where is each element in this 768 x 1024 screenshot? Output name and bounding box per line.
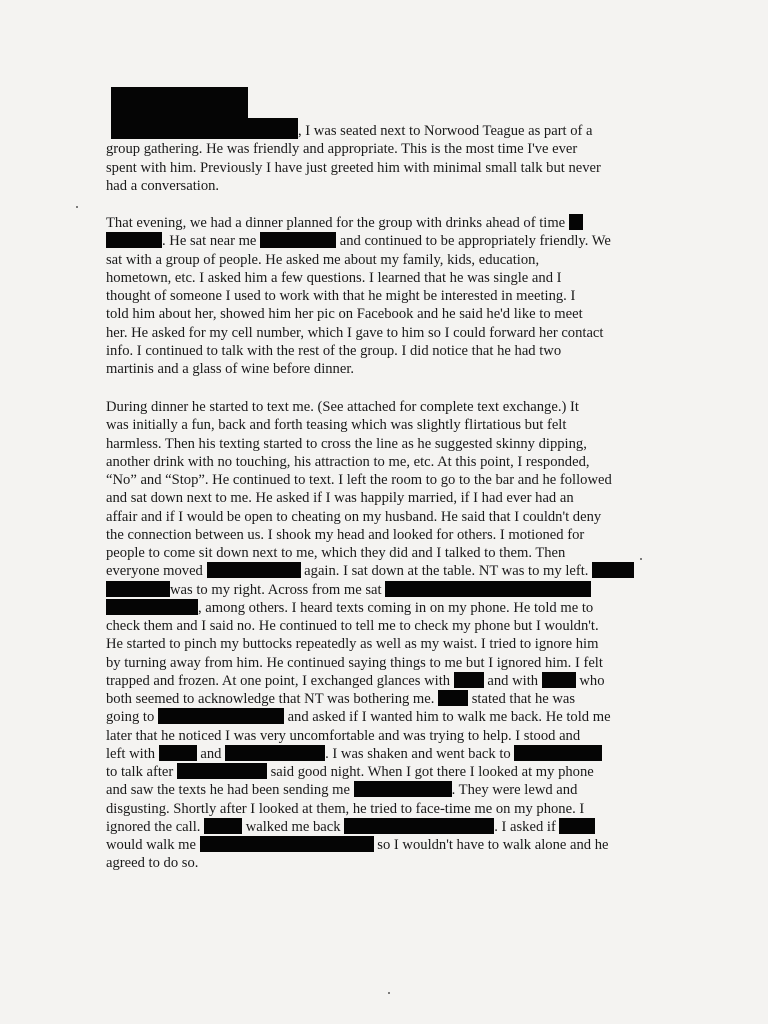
redaction: [344, 818, 494, 834]
redaction: [177, 763, 267, 779]
text-line: later that he noticed I was very uncomfortable and was trying to help. I stood and: [106, 727, 581, 744]
text-line: spent with him. Previously I have just greeted him with minimal small talk but never: [106, 159, 601, 176]
redaction-block: [111, 87, 248, 121]
text-line: people to come sit down next to me, which they did and I talked to them. Then: [106, 545, 566, 561]
text-fragment: and asked if I wanted him to walk me back. He told me: [287, 709, 611, 726]
redaction: [158, 708, 284, 724]
scan-speck: [640, 558, 642, 560]
text-fragment: again. I sat down at the table. NT was to my left.: [304, 563, 589, 580]
text-fragment: . I was shaken and went back to: [325, 745, 511, 762]
text-line: , I was seated next to Norwood Teague as part of a: [298, 123, 593, 139]
text-line: by turning away from him. He continued saying things to me but I ignored him. I felt: [106, 654, 603, 671]
redaction: [204, 818, 242, 834]
redaction: [454, 672, 484, 688]
text-fragment: was to my right. Across from me sat: [170, 581, 382, 598]
text-line: info. I continued to talk with the rest of the group. I did notice that he had two: [106, 342, 562, 359]
paragraph-1: [106, 122, 654, 195]
redaction: [200, 836, 374, 852]
text-fragment: who: [579, 672, 605, 689]
text-line: another drink with no touching, his attraction to me, etc. At this point, I responded,: [106, 453, 590, 470]
redaction: [207, 562, 301, 578]
text-fragment: trapped and frozen. At one point, I exchanged glances with: [106, 672, 451, 689]
text-fragment: and with: [487, 672, 539, 689]
redaction: [106, 232, 162, 248]
text-line: He started to pinch my buttocks repeatedly as well as my waist. I tried to ignore him: [106, 636, 599, 653]
scan-speck: [388, 992, 390, 994]
redaction: [592, 562, 634, 578]
text-line: During dinner he started to text me. (See attached for complete text exchange.) It: [106, 399, 579, 415]
redaction: [106, 581, 170, 597]
text-fragment: said good night. When I got there I looked at my phone: [270, 764, 594, 780]
text-fragment: everyone moved: [106, 563, 203, 580]
text-line: martinis and a glass of wine before dinner.: [106, 361, 355, 377]
text-line: affair and if I would be open to cheating on my husband. He said that I couldn't deny: [106, 508, 602, 525]
text-line: was initially a fun, back and forth teasing which was slightly flirtatious but felt: [106, 417, 567, 434]
text-line: the connection between us. I shook my head and looked for others. I motioned for: [106, 526, 585, 543]
text-fragment: going to: [106, 709, 155, 726]
text-fragment: . He sat near me: [162, 233, 257, 250]
text-fragment: both seemed to acknowledge that NT was bothering me.: [106, 691, 435, 707]
text-line: group gathering. He was friendly and appropriate. This is the most time I've ever: [106, 141, 578, 158]
text-line: agreed to do so.: [106, 855, 199, 872]
paragraph-2: [106, 214, 654, 378]
redaction: [569, 214, 583, 230]
text-line: disgusting. Shortly after I looked at them, he tried to face-time me on my phone. I: [106, 800, 585, 817]
redaction: [354, 781, 452, 797]
text-line: sat with a group of people. He asked me about my family, kids, education,: [106, 251, 540, 268]
text-line: told him about her, showed him her pic on Facebook and he said he'd like to meet: [106, 306, 583, 323]
redaction: [159, 745, 197, 761]
text-fragment: left with: [106, 745, 156, 762]
redaction: [106, 599, 198, 615]
text-fragment: stated that he was: [471, 691, 576, 707]
text-fragment: and continued to be appropriately friendly. We: [339, 233, 611, 250]
text-fragment: and: [200, 745, 222, 762]
redaction: [542, 672, 576, 688]
text-fragment: walked me back: [245, 818, 341, 835]
text-fragment: , among others. I heard texts coming in on my phone. He told me to: [198, 599, 594, 616]
redaction: [514, 745, 602, 761]
text-line: had a conversation.: [106, 177, 220, 194]
text-line: That evening, we had a dinner planned for the group with drinks ahead of time: [106, 215, 566, 231]
text-line: harmless. Then his texting started to cross the line as he suggested skinny dipping,: [106, 435, 587, 452]
text-fragment: . I asked if: [494, 818, 556, 835]
text-fragment: so I wouldn't have to walk alone and he: [377, 837, 609, 853]
redaction: [225, 745, 325, 761]
text-fragment: to talk after: [106, 764, 174, 780]
redaction: [260, 232, 336, 248]
redaction: [438, 690, 468, 706]
text-line: her. He asked for my cell number, which I gave to him so I could forward her contact: [106, 324, 604, 341]
text-line: and sat down next to me. He asked if I was happily married, if I had ever had an: [106, 490, 574, 507]
text-line: check them and I said no. He continued to tell me to check my phone but I wouldn't.: [106, 618, 599, 634]
redaction: [559, 818, 595, 834]
paragraph-3: [106, 398, 654, 873]
text-fragment: ignored the call.: [106, 818, 201, 835]
text-fragment: and saw the texts he had been sending me: [106, 782, 350, 799]
text-fragment: would walk me: [106, 837, 196, 853]
scan-speck: [76, 206, 78, 208]
redaction: [385, 581, 591, 597]
text-line: hometown, etc. I asked him a few questions. I learned that he was single and I: [106, 269, 562, 286]
text-line: thought of someone I used to work with that he might be interested in meeting. I: [106, 288, 576, 304]
text-line: “No” and “Stop”. He continued to text. I left the room to go to the bar and he followed: [106, 472, 612, 488]
text-fragment: . They were lewd and: [451, 782, 578, 799]
